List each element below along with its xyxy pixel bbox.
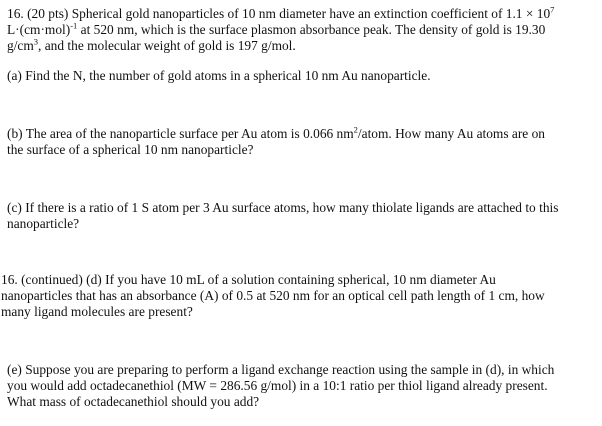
part-e-line-2: you would add octadecanethiol (MW = 286.56 g/mol) in a 10:1 ratio per thiol ligand already present. xyxy=(7,378,548,393)
part-b-line-1: (b) The area of the nanoparticle surface per Au atom is 0.066 $nm^2$/atom. How many Au atoms are on xyxy=(7,124,545,141)
part-b-question xyxy=(0,126,602,158)
part-e-line-1: (e) Suppose you are preparing to perform a ligand exchange reaction using the sample in (d), in which xyxy=(7,362,555,377)
part-d-line-3: many ligand molecules are present? xyxy=(1,304,193,319)
problem-intro xyxy=(0,6,602,54)
intro-line-1: 16. (20 pts) Spherical gold nanoparticles of 10 nm diameter have an extinction coefficient of $1.1 \times 10^7$ xyxy=(7,4,555,21)
part-d-line-1: 16. (continued) (d) If you have 10 mL of a solution containing spherical, 10 nm diameter Au xyxy=(1,272,496,287)
intro-line-3: $g/cm^3$, and the molecular weight of gold is 197 g/mol. xyxy=(7,36,296,53)
part-b-line-2: the surface of a spherical 10 nm nanoparticle? xyxy=(7,142,254,157)
part-c-line-1: (c) If there is a ratio of 1 S atom per 3 Au surface atoms, how many thiolate ligands are attached to this xyxy=(7,200,559,215)
part-a-question xyxy=(0,68,602,84)
part-c-line-2: nanoparticle? xyxy=(7,216,80,231)
part-d-line-2: nanoparticles that has an absorbance (A) of 0.5 at 520 nm for an optical cell path length of 1 cm, how xyxy=(1,288,545,303)
part-a-line-1: (a) Find the N, the number of gold atoms in a spherical 10 nm Au nanoparticle. xyxy=(7,68,431,83)
part-c-question xyxy=(0,200,602,232)
intro-line-2: $L\cdot(cm\cdot mol)^{-1}$ at 520 nm, which is the surface plasmon absorbance peak. The density of gold is 19.30 xyxy=(7,20,546,37)
part-e-question xyxy=(0,362,602,410)
part-d-question xyxy=(0,272,601,320)
part-e-line-3: What mass of octadecanethiol should you add? xyxy=(7,394,260,409)
